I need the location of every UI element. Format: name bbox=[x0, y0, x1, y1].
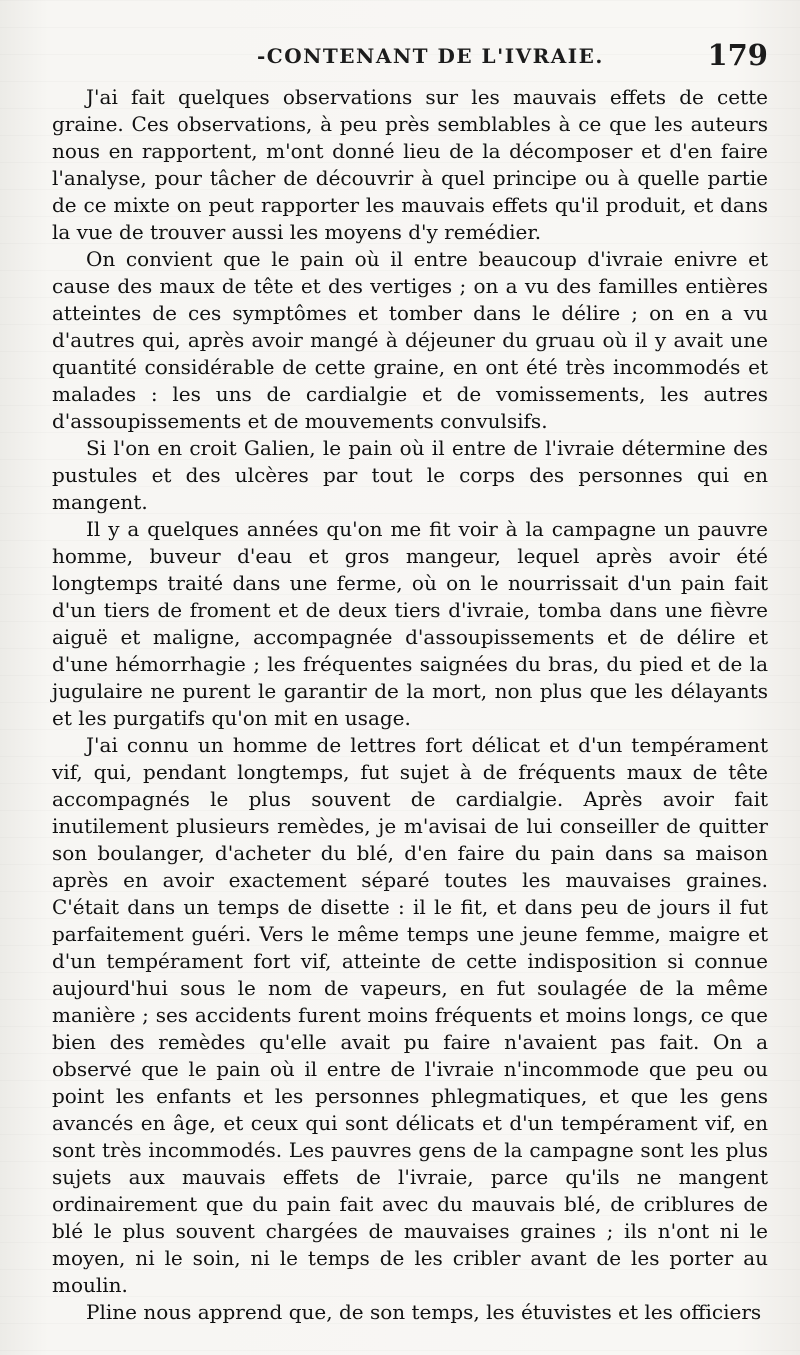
running-head bbox=[52, 34, 768, 74]
paragraph-observations: J'ai fait quelques observations sur les mauvais effets de cette graine. Ces observations, à peu près semblables à ce que les auteurs nous en rapportent, m'ont donné lieu de la décomposer et d'en faire l'analyse, pour tâcher de découvrir à quel principe ou à quelle partie de ce mixte on peut rapporter les mauvais effets qu'il produit, et dans la vue de trouver aussi les moyens d'y remédier. bbox=[52, 85, 768, 244]
running-title: -CONTENANT DE L'IVRAIE. bbox=[257, 44, 604, 68]
page-number: 179 bbox=[707, 38, 768, 72]
paragraph-pline: Pline nous apprend que, de son temps, les étuvistes et les officiers bbox=[86, 1300, 762, 1324]
paragraph-galien: Si l'on en croit Galien, le pain où il entre de l'ivraie détermine des pustules et des ulcères par tout le corps des personnes qui en mangent. bbox=[52, 436, 768, 514]
paragraph-case-man-of-letters: J'ai connu un homme de lettres fort délicat et d'un tempérament vif, qui, pendant longtemps, fut sujet à de fréquents maux de tête accompagnés le plus souvent de cardialgie. Après avoir fait inutilement plusieurs remèdes, je m'avisai de lui conseiller de quitter son boulanger, d'acheter du blé, d'en faire du pain dans sa maison après en avoir exactement séparé toutes les mauvaises graines. C'était dans un temps de disette : il le fit, et dans peu de jours il fut parfaitement guéri. Vers le même temps une jeune femme, maigre et d'un tempérament fort vif, atteinte de cette indisposition si connue aujourd'hui sous le nom de vapeurs, en fut soulagée de la même manière ; ses accidents furent moins fréquents et moins longs, ce que bien des remèdes qu'elle avait pu faire n'avaient pas fait. On a observé que le pain où il entre de l'ivraie n'incommode que peu ou point les enfants et les personnes phlegmatiques, et que les gens avancés en âge, et ceux qui sont délicats et d'un tempérament vif, en sont très incommodés. Les pauvres gens de la campagne sont les plus sujets aux mauvais effets de l'ivraie, parce qu'ils ne mangent ordinairement que du pain fait avec du mauvais blé, de criblures de blé le plus souvent chargées de mauvaises graines ; ils n'ont ni le moyen, ni le soin, ni le temps de les cribler avant de les porter au moulin. bbox=[52, 733, 768, 1297]
paragraph-symptoms: On convient que le pain où il entre beaucoup d'ivraie enivre et cause des maux de tête et des vertiges ; on a vu des familles entières atteintes de ces symptômes et tomber dans le délire ; on en a vu d'autres qui, après avoir mangé à déjeuner du gruau où il y avait une quantité considérable de cette graine, en ont été très incommodés et malades : les uns de cardialgie et de vomissements, les autres d'assoupissements et de mouvements convulsifs. bbox=[52, 247, 768, 433]
paragraph-case-poor-man: Il y a quelques années qu'on me fit voir à la campagne un pauvre homme, buveur d'eau et gros mangeur, lequel après avoir été longtemps traité dans une ferme, où on le nourrissait d'un pain fait d'un tiers de froment et de deux tiers d'ivraie, tomba dans une fièvre aiguë et maligne, accompagnée d'assoupissements et de délire et d'une hémorrhagie ; les fréquentes saignées du bras, du pied et de la jugulaire ne purent le garantir de la mort, non plus que les délayants et les purgatifs qu'on mit en usage. bbox=[52, 517, 768, 730]
body-text bbox=[52, 84, 768, 1326]
